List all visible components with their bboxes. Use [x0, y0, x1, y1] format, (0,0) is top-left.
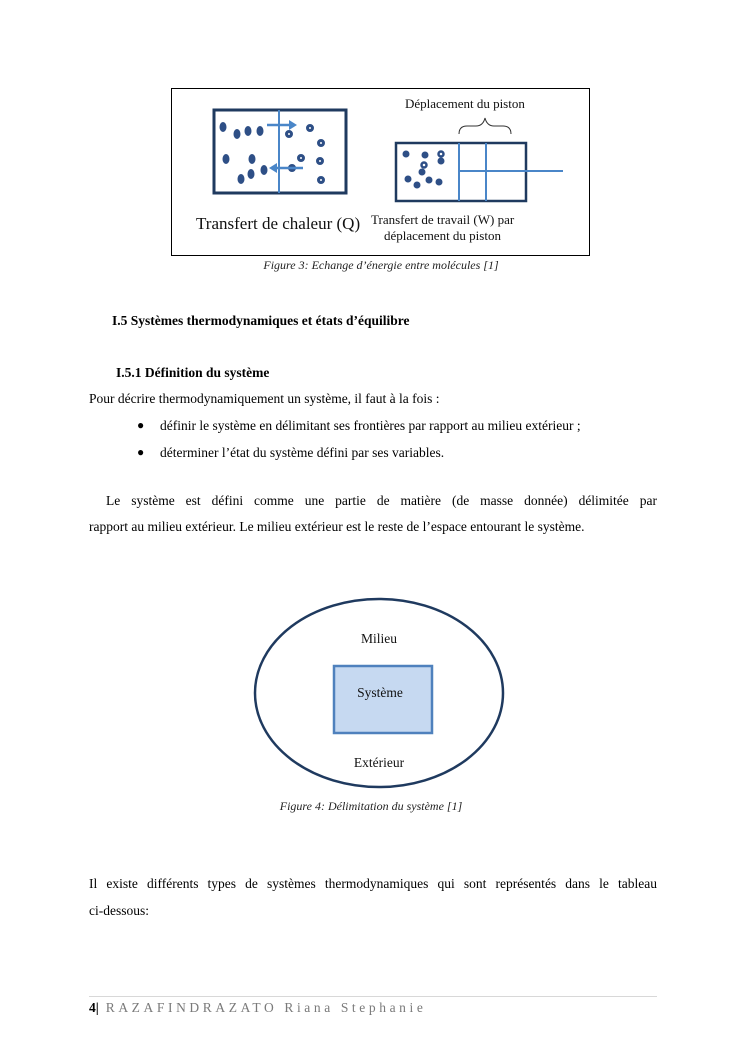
work-transfer-label-line1: Transfert de travail (W) par	[371, 212, 515, 227]
figure-4-caption: Figure 4: Délimitation du système [1]	[279, 799, 463, 813]
system-label: Système	[357, 685, 403, 700]
work-transfer-label-line2: déplacement du piston	[384, 228, 501, 243]
footer-separator: |	[95, 1000, 99, 1015]
definition-paragraph-line1: Le système est défini comme une partie de matière (de masse donnée) délimitée par	[106, 493, 657, 508]
list-item	[137, 418, 657, 438]
subsection-heading: I.5.1 Définition du système	[116, 365, 270, 380]
intro-line: Pour décrire thermodynamiquement un système, il faut à la fois :	[89, 391, 440, 406]
page-footer	[89, 1000, 426, 1016]
list-item	[137, 445, 657, 465]
exterior-label: Extérieur	[353, 755, 405, 770]
list-item-text: déterminer l’état du système défini par ses variables.	[160, 445, 445, 460]
figure-3-energy-exchange	[171, 88, 591, 258]
section-heading: I.5 Systèmes thermodynamiques et états d’équilibre	[112, 313, 410, 328]
figure-3-caption: Figure 3: Echange d’énergie entre molécules [1]	[263, 258, 499, 272]
bullet-icon: ●	[137, 418, 145, 432]
piston-displacement-label: Déplacement du piston	[405, 96, 525, 111]
list-item-text: définir le système en délimitant ses frontières par rapport au milieu extérieur ;	[160, 418, 581, 433]
footer-rule	[89, 996, 657, 997]
definition-paragraph-line2: rapport au milieu extérieur. Le milieu extérieur est le reste de l’espace entourant le système.	[89, 519, 585, 534]
page-number: 4	[89, 1000, 96, 1015]
closing-paragraph-line1: Il existe différents types de systèmes thermodynamiques qui sont représentés dans le tableau	[89, 876, 657, 891]
surroundings-label: Milieu	[361, 631, 397, 646]
footer-author: RAZAFINDRAZATO Riana Stephanie	[105, 1000, 427, 1015]
bullet-icon: ●	[137, 445, 145, 459]
heat-transfer-label: Transfert de chaleur (Q)	[196, 214, 361, 233]
closing-paragraph-line2: ci-dessous:	[89, 903, 149, 918]
figure-4-system-boundary	[252, 596, 507, 796]
